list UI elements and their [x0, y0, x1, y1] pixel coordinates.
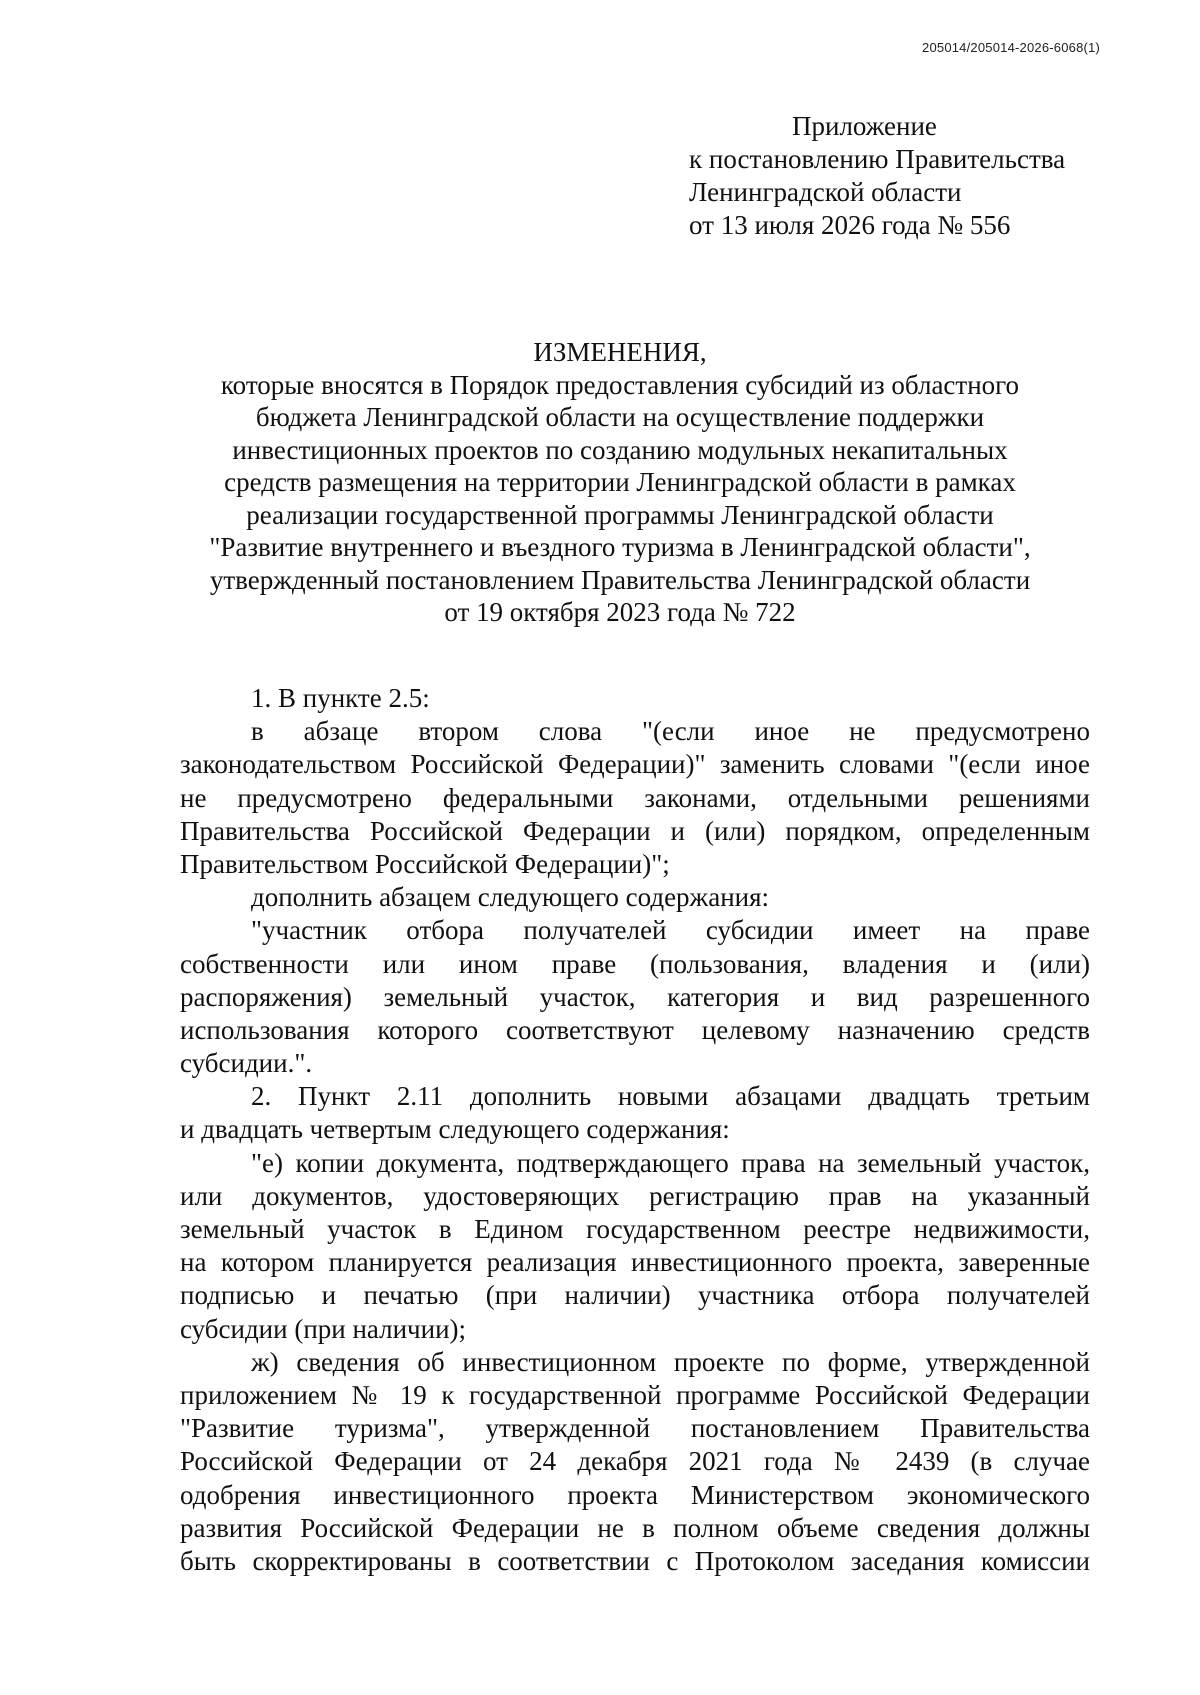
paragraph-line: одобрения инвестиционного проекта Министерством экономического: [180, 1479, 1090, 1510]
paragraph-line: Российской Федерации от 24 декабря 2021 года № 2439 (в случае: [180, 1446, 1090, 1477]
paragraph-line: "е) копии документа, подтверждающего права на земельный участок,: [251, 1147, 1090, 1178]
paragraph-line: "Развитие туризма", утвержденной постановлением Правительства: [180, 1413, 1090, 1444]
paragraph-line: дополнить абзацем следующего содержания:: [251, 882, 770, 913]
paragraph-line: на котором планируется реализация инвестиционного проекта, заверенные: [180, 1247, 1090, 1278]
title-line: которые вносятся в Порядок предоставления субсидий из областного: [220, 369, 1020, 400]
paragraph-line: Правительством Российской Федерации)";: [180, 848, 670, 879]
paragraph-line: законодательством Российской Федерации)" заменить словами "(если иное: [180, 749, 1090, 780]
title-line: утвержденный постановлением Правительства Ленинградской области: [209, 564, 1031, 595]
paragraph-line: земельный участок в Едином государственном реестре недвижимости,: [180, 1214, 1090, 1244]
document-id: 205014/205014-2026-6068(1): [922, 40, 1100, 55]
title-line: бюджета Ленинградской области на осуществление поддержки: [255, 402, 985, 432]
paragraph-line: распоряжения) земельный участок, категория и вид разрешенного: [180, 981, 1090, 1012]
appendix-date-line: от 13 июля 2026 года № 556: [689, 210, 1011, 240]
paragraph-line: или документов, удостоверяющих регистрацию прав на указанный: [180, 1180, 1090, 1211]
paragraph-line: подписью и печатью (при наличии) участника отбора получателей: [180, 1280, 1090, 1311]
appendix-line: Ленинградской области: [689, 177, 962, 207]
title-line: "Развитие внутреннего и въездного туризма в Ленинградской области",: [209, 532, 1031, 562]
paragraph-line: субсидии.".: [180, 1048, 313, 1079]
paragraph-line: Правительства Российской Федерации и (или) порядком, определенным: [180, 815, 1090, 846]
title-line: средств размещения на территории Ленинградской области в рамках: [224, 467, 1016, 497]
paragraph-line: не предусмотрено федеральными законами, отдельными решениями: [180, 782, 1090, 813]
appendix-title: Приложение: [792, 111, 937, 141]
item-2-heading: 2. Пункт 2.11 дополнить новыми абзацами двадцать третьим: [251, 1081, 1090, 1112]
item-1-heading: 1. В пункте 2.5:: [251, 683, 430, 713]
appendix-line: к постановлению Правительства: [689, 144, 1066, 174]
document-body: [180, 682, 1090, 1578]
paragraph-line: ж) сведения об инвестиционном проекте по форме, утвержденной: [251, 1346, 1090, 1377]
paragraph-line: развития Российской Федерации не в полном объеме сведения должны: [180, 1512, 1090, 1543]
paragraph-line: субсидии (при наличии);: [180, 1313, 467, 1344]
document-title-block: [180, 336, 1060, 629]
title-line: инвестиционных проектов по созданию модульных некапитальных: [232, 434, 1008, 465]
paragraph-line: и двадцать четвертым следующего содержания:: [180, 1114, 730, 1145]
paragraph-line: использования которого соответствуют целевому назначению средств: [180, 1014, 1090, 1045]
paragraph-line: в абзаце втором слова "(если иное не предусмотрено: [251, 716, 1090, 747]
paragraph-line: быть скорректированы в соответствии с Протоколом заседания комиссии: [180, 1545, 1090, 1576]
paragraph-line: собственности или ином праве (пользования, владения и (или): [180, 948, 1090, 979]
paragraph-line: "участник отбора получателей субсидии имеет на праве: [251, 915, 1090, 946]
title-line: от 19 октября 2023 года № 722: [444, 597, 796, 627]
title-line: реализации государственной программы Ленинградской области: [246, 499, 994, 530]
paragraph-line: приложением № 19 к государственной программе Российской Федерации: [180, 1379, 1090, 1410]
document-heading: ИЗМЕНЕНИЯ,: [533, 337, 707, 367]
appendix-header: [689, 110, 1129, 242]
